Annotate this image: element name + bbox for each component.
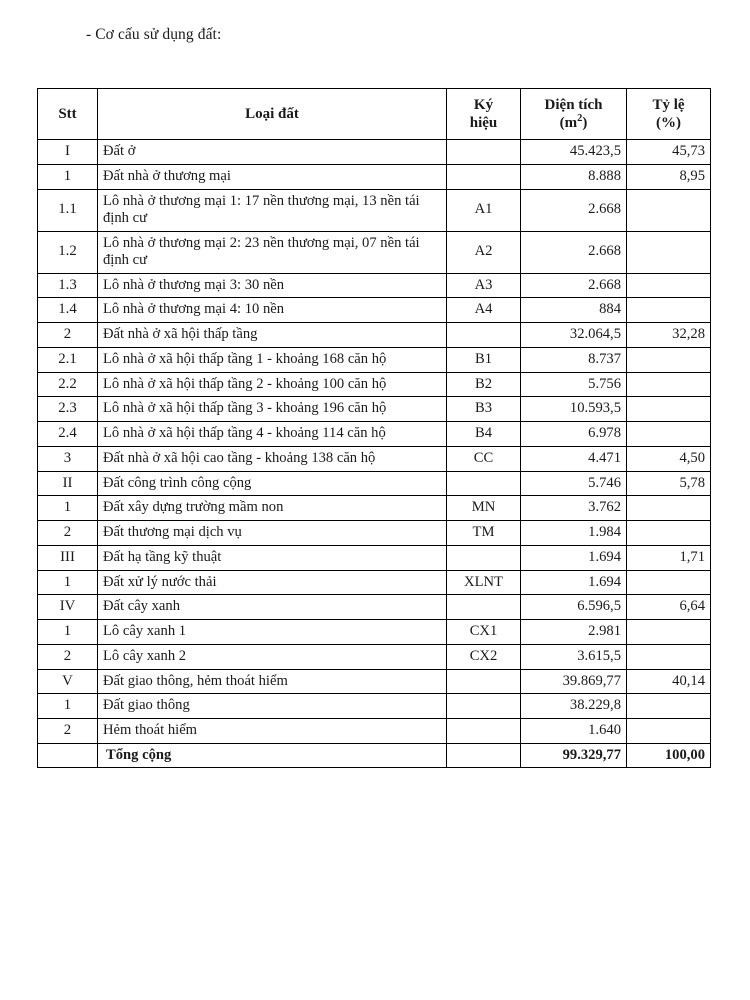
cell-percent — [627, 694, 711, 719]
cell-percent: 40,14 — [627, 669, 711, 694]
cell-area: 38.229,8 — [521, 694, 627, 719]
cell-stt: IV — [38, 595, 98, 620]
column-header-area — [521, 89, 627, 140]
total-cell-symbol — [447, 743, 521, 768]
cell-area: 2.668 — [521, 189, 627, 231]
table-row — [38, 521, 711, 546]
cell-land-type: Lô cây xanh 2 — [98, 644, 447, 669]
cell-area: 39.869,77 — [521, 669, 627, 694]
cell-land-type: Đất nhà ở xã hội cao tầng - khoảng 138 căn hộ — [98, 446, 447, 471]
cell-symbol: A3 — [447, 273, 521, 298]
cell-percent — [627, 298, 711, 323]
cell-percent — [627, 620, 711, 645]
cell-stt: 1.3 — [38, 273, 98, 298]
column-header-area-unit — [525, 114, 622, 132]
cell-area: 3.762 — [521, 496, 627, 521]
cell-percent — [627, 719, 711, 744]
cell-land-type: Đất thương mại dịch vụ — [98, 521, 447, 546]
cell-area: 1.640 — [521, 719, 627, 744]
cell-percent — [627, 273, 711, 298]
cell-percent — [627, 570, 711, 595]
cell-land-type: Đất xây dựng trường mầm non — [98, 496, 447, 521]
table-row — [38, 164, 711, 189]
cell-stt: 2.2 — [38, 372, 98, 397]
cell-stt: 2.3 — [38, 397, 98, 422]
area-unit-exponent: 2 — [577, 113, 583, 124]
cell-stt: 1 — [38, 164, 98, 189]
cell-land-type: Đất giao thông — [98, 694, 447, 719]
cell-stt: 1.4 — [38, 298, 98, 323]
cell-area: 5.756 — [521, 372, 627, 397]
land-use-table — [37, 88, 711, 768]
cell-land-type: Lô cây xanh 1 — [98, 620, 447, 645]
cell-area: 2.668 — [521, 273, 627, 298]
cell-land-type: Lô nhà ở xã hội thấp tầng 2 - khoảng 100 căn hộ — [98, 372, 447, 397]
cell-percent: 1,71 — [627, 545, 711, 570]
cell-symbol: MN — [447, 496, 521, 521]
table-row — [38, 422, 711, 447]
cell-land-type: Đất xử lý nước thải — [98, 570, 447, 595]
cell-symbol: A4 — [447, 298, 521, 323]
cell-area: 1.694 — [521, 570, 627, 595]
cell-land-type: Đất công trình công cộng — [98, 471, 447, 496]
cell-symbol: TM — [447, 521, 521, 546]
table-body — [38, 140, 711, 768]
cell-land-type: Lô nhà ở xã hội thấp tầng 4 - khoảng 114 căn hộ — [98, 422, 447, 447]
cell-symbol — [447, 140, 521, 165]
cell-area: 6.978 — [521, 422, 627, 447]
cell-land-type: Lô nhà ở thương mại 4: 10 nền — [98, 298, 447, 323]
column-header-percent-line2: (%) — [656, 115, 681, 131]
column-header-symbol — [447, 89, 521, 140]
table-row — [38, 189, 711, 231]
cell-symbol: CX2 — [447, 644, 521, 669]
cell-land-type: Lô nhà ở xã hội thấp tầng 1 - khoảng 168 căn hộ — [98, 347, 447, 372]
cell-land-type: Đất nhà ở xã hội thấp tầng — [98, 323, 447, 348]
table-row — [38, 545, 711, 570]
area-unit-open: (m — [559, 115, 578, 131]
table-row — [38, 397, 711, 422]
cell-area: 1.694 — [521, 545, 627, 570]
cell-symbol: B2 — [447, 372, 521, 397]
cell-land-type: Lô nhà ở thương mại 1: 17 nền thương mại, 13 nền tái định cư — [98, 189, 447, 231]
cell-percent — [627, 496, 711, 521]
cell-stt: I — [38, 140, 98, 165]
cell-area: 3.615,5 — [521, 644, 627, 669]
cell-percent: 32,28 — [627, 323, 711, 348]
table-row — [38, 669, 711, 694]
cell-land-type: Đất cây xanh — [98, 595, 447, 620]
cell-stt: V — [38, 669, 98, 694]
cell-stt: 2 — [38, 323, 98, 348]
cell-area: 5.746 — [521, 471, 627, 496]
cell-area: 6.596,5 — [521, 595, 627, 620]
cell-percent: 5,78 — [627, 471, 711, 496]
cell-area: 1.984 — [521, 521, 627, 546]
table-row — [38, 372, 711, 397]
cell-percent — [627, 422, 711, 447]
cell-percent — [627, 231, 711, 273]
cell-area: 4.471 — [521, 446, 627, 471]
column-header-percent — [627, 89, 711, 140]
cell-land-type: Lô nhà ở thương mại 2: 23 nền thương mại, 07 nền tái định cư — [98, 231, 447, 273]
cell-stt: 1 — [38, 694, 98, 719]
cell-stt: II — [38, 471, 98, 496]
table-row — [38, 323, 711, 348]
table-row — [38, 298, 711, 323]
cell-land-type: Đất nhà ở thương mại — [98, 164, 447, 189]
column-header-land-type: Loại đất — [98, 89, 447, 140]
cell-stt: 1.2 — [38, 231, 98, 273]
cell-stt: 2 — [38, 521, 98, 546]
cell-stt: 1 — [38, 620, 98, 645]
table-row — [38, 347, 711, 372]
cell-land-type: Đất hạ tầng kỹ thuật — [98, 545, 447, 570]
cell-land-type: Hẻm thoát hiểm — [98, 719, 447, 744]
cell-land-type: Đất ở — [98, 140, 447, 165]
cell-symbol — [447, 669, 521, 694]
table-row — [38, 595, 711, 620]
total-cell-stt — [38, 743, 98, 768]
cell-stt: 1 — [38, 496, 98, 521]
table-row — [38, 620, 711, 645]
cell-stt: 1 — [38, 570, 98, 595]
total-cell-label: Tổng cộng — [98, 743, 447, 768]
cell-symbol — [447, 545, 521, 570]
column-header-area-line1: Diện tích — [544, 97, 603, 113]
column-header-percent-line1: Tỷ lệ — [652, 97, 685, 113]
table-row — [38, 446, 711, 471]
cell-symbol: B1 — [447, 347, 521, 372]
cell-percent: 4,50 — [627, 446, 711, 471]
cell-stt: 2.1 — [38, 347, 98, 372]
cell-percent — [627, 521, 711, 546]
cell-symbol: B4 — [447, 422, 521, 447]
cell-percent: 8,95 — [627, 164, 711, 189]
column-header-symbol-line2: hiệu — [469, 115, 498, 131]
cell-percent: 45,73 — [627, 140, 711, 165]
cell-symbol — [447, 595, 521, 620]
cell-symbol: B3 — [447, 397, 521, 422]
cell-percent — [627, 397, 711, 422]
table-row — [38, 140, 711, 165]
table-row — [38, 644, 711, 669]
cell-stt: 2 — [38, 719, 98, 744]
cell-stt: III — [38, 545, 98, 570]
table-row — [38, 719, 711, 744]
cell-symbol — [447, 323, 521, 348]
table-header-row — [38, 89, 711, 140]
cell-symbol: XLNT — [447, 570, 521, 595]
column-header-stt: Stt — [38, 89, 98, 140]
section-caption: - Cơ cấu sử dụng đất: — [86, 26, 222, 43]
table-header — [38, 89, 711, 140]
total-cell-percent: 100,00 — [627, 743, 711, 768]
cell-area: 8.737 — [521, 347, 627, 372]
cell-symbol: CC — [447, 446, 521, 471]
table-row — [38, 694, 711, 719]
cell-area: 45.423,5 — [521, 140, 627, 165]
cell-symbol — [447, 694, 521, 719]
cell-symbol: A2 — [447, 231, 521, 273]
table-row — [38, 231, 711, 273]
cell-symbol — [447, 164, 521, 189]
cell-symbol — [447, 471, 521, 496]
table-row — [38, 273, 711, 298]
cell-land-type: Đất giao thông, hẻm thoát hiểm — [98, 669, 447, 694]
cell-area: 10.593,5 — [521, 397, 627, 422]
cell-symbol — [447, 719, 521, 744]
cell-percent — [627, 644, 711, 669]
cell-land-type: Lô nhà ở xã hội thấp tầng 3 - khoảng 196 căn hộ — [98, 397, 447, 422]
cell-stt: 1.1 — [38, 189, 98, 231]
table-row — [38, 496, 711, 521]
cell-area: 8.888 — [521, 164, 627, 189]
cell-symbol: A1 — [447, 189, 521, 231]
cell-area: 2.981 — [521, 620, 627, 645]
table-total-row — [38, 743, 711, 768]
column-header-symbol-line1: Ký — [473, 97, 494, 113]
area-unit-close: ) — [582, 115, 588, 131]
cell-percent — [627, 372, 711, 397]
page-bottom-edge — [0, 990, 750, 1000]
cell-symbol: CX1 — [447, 620, 521, 645]
cell-stt: 2 — [38, 644, 98, 669]
cell-percent — [627, 189, 711, 231]
cell-stt: 2.4 — [38, 422, 98, 447]
cell-percent: 6,64 — [627, 595, 711, 620]
cell-percent — [627, 347, 711, 372]
cell-area: 2.668 — [521, 231, 627, 273]
cell-land-type: Lô nhà ở thương mại 3: 30 nền — [98, 273, 447, 298]
cell-area: 884 — [521, 298, 627, 323]
cell-stt: 3 — [38, 446, 98, 471]
table-row — [38, 471, 711, 496]
cell-area: 32.064,5 — [521, 323, 627, 348]
table-row — [38, 570, 711, 595]
total-cell-area: 99.329,77 — [521, 743, 627, 768]
